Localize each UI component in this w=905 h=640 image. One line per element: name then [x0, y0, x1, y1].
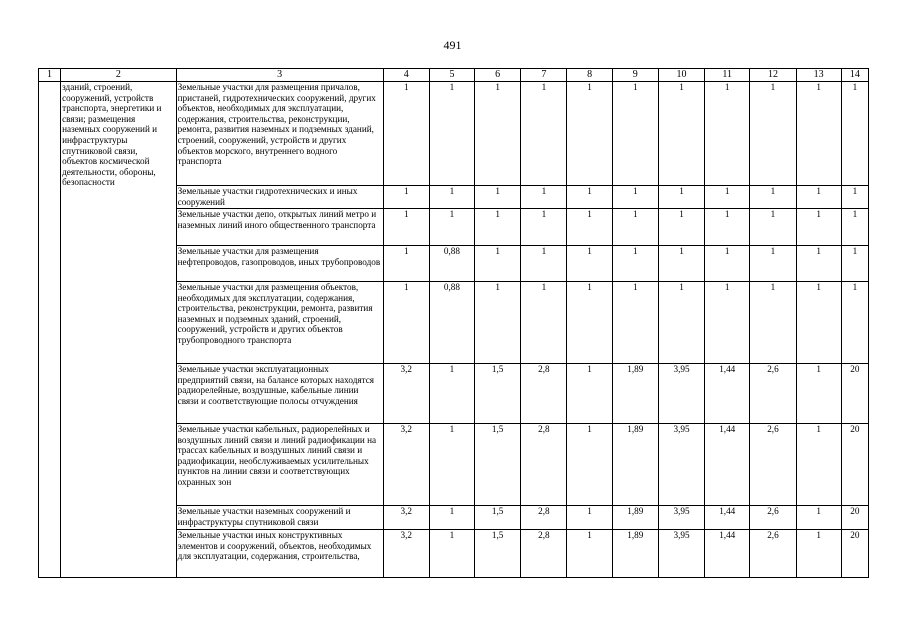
coefficient-cell: 2,8 — [521, 424, 567, 506]
coefficient-cell: 1 — [567, 506, 612, 530]
coefficient-cell: 1 — [475, 186, 521, 209]
tariff-table — [38, 68, 869, 578]
coefficient-cell: 1 — [475, 209, 521, 246]
coefficient-cell: 1 — [841, 282, 868, 364]
page-number: 491 — [443, 38, 462, 52]
coefficient-cell: 1,5 — [475, 424, 521, 506]
header-cell: 9 — [612, 69, 658, 82]
coefficient-cell: 1 — [521, 186, 567, 209]
coefficient-cell: 1 — [658, 186, 704, 209]
coefficient-cell: 0,88 — [429, 282, 474, 364]
coefficient-cell: 1 — [521, 246, 567, 282]
coefficient-cell: 1,89 — [612, 530, 658, 578]
coefficient-cell: 1 — [612, 282, 658, 364]
header-cell: 10 — [658, 69, 704, 82]
coefficient-cell: 1,44 — [705, 506, 750, 530]
coefficient-cell: 1 — [567, 530, 612, 578]
coefficient-cell: 1 — [658, 82, 704, 186]
coefficient-cell: 1 — [612, 246, 658, 282]
coefficient-cell: 1 — [705, 246, 750, 282]
coefficient-cell: 1,44 — [705, 424, 750, 506]
coefficient-cell: 1,89 — [612, 506, 658, 530]
coefficient-cell: 1 — [429, 424, 474, 506]
coefficient-cell: 2,6 — [750, 424, 796, 506]
coefficient-cell: 1 — [750, 186, 796, 209]
coefficient-cell: 1 — [750, 246, 796, 282]
coefficient-cell: 1 — [705, 282, 750, 364]
coefficient-cell: 1 — [567, 186, 612, 209]
coefficient-cell: 1 — [521, 282, 567, 364]
header-cell: 12 — [750, 69, 796, 82]
coefficient-cell: 1 — [383, 246, 429, 282]
coefficient-cell: 1 — [796, 506, 841, 530]
coefficient-cell: 1 — [658, 209, 704, 246]
coefficient-cell: 0,88 — [429, 246, 474, 282]
coefficient-cell: 1 — [429, 506, 474, 530]
header-cell: 5 — [429, 69, 474, 82]
coefficient-cell: 1 — [475, 82, 521, 186]
coefficient-cell: 1,5 — [475, 506, 521, 530]
coefficient-cell: 1 — [796, 364, 841, 424]
coefficient-cell: 2,6 — [750, 530, 796, 578]
coefficient-cell: 1 — [429, 364, 474, 424]
coefficient-cell: 1 — [429, 186, 474, 209]
coefficient-cell: 1 — [705, 82, 750, 186]
header-cell: 1 — [39, 69, 61, 82]
coefficient-cell: 1 — [841, 209, 868, 246]
coefficient-cell: 20 — [841, 364, 868, 424]
land-plot-description: Земельные участки депо, открытых линий метро и наземных линий иного общественного транспорта — [176, 209, 383, 246]
coefficient-cell: 1 — [521, 82, 567, 186]
coefficient-cell: 1 — [383, 186, 429, 209]
coefficient-cell: 1 — [383, 82, 429, 186]
coefficient-cell: 2,8 — [521, 506, 567, 530]
coefficient-cell: 1 — [841, 82, 868, 186]
coefficient-cell: 3,95 — [658, 506, 704, 530]
coefficient-cell: 3,2 — [383, 364, 429, 424]
coefficient-cell: 1 — [705, 186, 750, 209]
coefficient-cell: 1 — [750, 82, 796, 186]
land-plot-description: Земельные участки иных конструктивных элементов и сооружений, объектов, необходимых для эксплуатации, содержания, строительства, — [176, 530, 383, 578]
header-cell: 8 — [567, 69, 612, 82]
coefficient-cell: 1 — [612, 209, 658, 246]
coefficient-cell: 1 — [796, 530, 841, 578]
coefficient-cell: 3,2 — [383, 424, 429, 506]
coefficient-cell: 2,8 — [521, 530, 567, 578]
header-cell: 4 — [383, 69, 429, 82]
coefficient-cell: 1 — [612, 186, 658, 209]
coefficient-cell: 20 — [841, 506, 868, 530]
coefficient-cell: 1 — [475, 282, 521, 364]
table-row — [39, 82, 869, 186]
coefficient-cell: 1 — [383, 282, 429, 364]
coefficient-cell: 1 — [658, 246, 704, 282]
coefficient-cell: 20 — [841, 530, 868, 578]
coefficient-cell: 1,44 — [705, 530, 750, 578]
header-cell: 6 — [475, 69, 521, 82]
coefficient-cell: 3,2 — [383, 530, 429, 578]
coefficient-cell: 1 — [429, 530, 474, 578]
coefficient-cell: 1 — [567, 364, 612, 424]
coefficient-cell: 1 — [475, 246, 521, 282]
coefficient-cell: 1 — [841, 186, 868, 209]
coefficient-cell: 2,6 — [750, 364, 796, 424]
coefficient-cell: 3,95 — [658, 424, 704, 506]
land-plot-description: Земельные участки для размещения причалов, пристаней, гидротехнических сооружений, других объектов, необходимых для эксплуатации, содержания, строительства, реконструкции, ремонта, развития наземных и подземных зданий, строений, сооружений, устройств и других объектов морского, внутреннего водного транспорта — [176, 82, 383, 186]
header-row — [39, 69, 869, 82]
coefficient-cell: 1,44 — [705, 364, 750, 424]
coefficient-cell: 2,6 — [750, 506, 796, 530]
coefficient-cell: 1 — [567, 424, 612, 506]
coefficient-cell: 1,5 — [475, 530, 521, 578]
coefficient-cell: 1 — [796, 282, 841, 364]
coefficient-cell: 1 — [612, 82, 658, 186]
coefficient-cell: 1,5 — [475, 364, 521, 424]
header-cell: 14 — [841, 69, 868, 82]
coefficient-cell: 1 — [796, 82, 841, 186]
coefficient-cell: 1 — [796, 246, 841, 282]
coefficient-cell: 1 — [796, 209, 841, 246]
coefficient-cell: 3,95 — [658, 364, 704, 424]
header-cell: 3 — [176, 69, 383, 82]
header-cell: 7 — [521, 69, 567, 82]
coefficient-cell: 1,89 — [612, 364, 658, 424]
header-cell: 13 — [796, 69, 841, 82]
coefficient-cell: 1 — [705, 209, 750, 246]
coefficient-cell: 1 — [750, 209, 796, 246]
land-plot-description: Земельные участки кабельных, радиорелейных и воздушных линий связи и линий радиофикации на трассах кабельных и воздушных линий связи и радиофикации, необслуживаемых усилительных пунктов на линии связи и соответствующих охранных зон — [176, 424, 383, 506]
header-cell: 11 — [705, 69, 750, 82]
coefficient-cell: 1 — [521, 209, 567, 246]
land-plot-description: Земельные участки гидротехнических и иных сооружений — [176, 186, 383, 209]
coefficient-cell: 3,2 — [383, 506, 429, 530]
land-plot-description: Земельные участки для размещения нефтепроводов, газопроводов, иных трубопроводов — [176, 246, 383, 282]
coefficient-cell: 1 — [841, 246, 868, 282]
coefficient-cell: 2,8 — [521, 364, 567, 424]
coefficient-cell: 1 — [796, 186, 841, 209]
coefficient-cell: 1 — [796, 424, 841, 506]
coefficient-cell: 20 — [841, 424, 868, 506]
category-cell: зданий, строений, сооружений, устройств транспорта, энергетики и связи; размещения наземных сооружений и инфраструктуры спутниковой связи, объектов космической деятельности, обороны, безопасности — [61, 82, 177, 578]
coefficient-cell: 1 — [567, 82, 612, 186]
coefficient-cell: 1 — [750, 282, 796, 364]
column-1-cell — [39, 82, 61, 578]
coefficient-cell: 1 — [429, 209, 474, 246]
coefficient-cell: 1 — [567, 246, 612, 282]
header-cell: 2 — [61, 69, 177, 82]
land-plot-description: Земельные участки для размещения объектов, необходимых для эксплуатации, содержания, строительства, реконструкции, ремонта, развития наземных и подземных зданий, строений, сооружений, устройств и других объектов трубопроводного транспорта — [176, 282, 383, 364]
coefficient-cell: 1 — [567, 282, 612, 364]
land-plot-description: Земельные участки эксплуатационных предприятий связи, на балансе которых находятся радиорелейные, воздушные, кабельные линии связи и соответствующие полосы отчуждения — [176, 364, 383, 424]
coefficient-cell: 1 — [567, 209, 612, 246]
land-plot-description: Земельные участки наземных сооружений и инфраструктуры спутниковой связи — [176, 506, 383, 530]
coefficient-cell: 3,95 — [658, 530, 704, 578]
coefficient-cell: 1 — [658, 282, 704, 364]
coefficient-cell: 1 — [429, 82, 474, 186]
coefficient-cell: 1 — [383, 209, 429, 246]
coefficient-cell: 1,89 — [612, 424, 658, 506]
